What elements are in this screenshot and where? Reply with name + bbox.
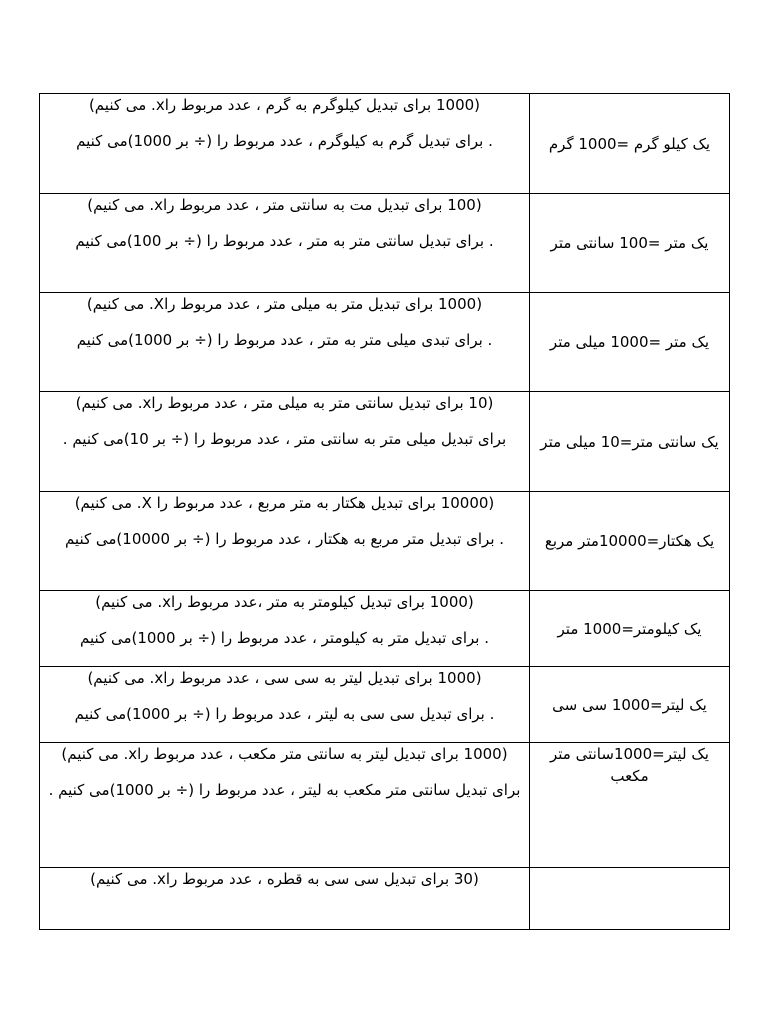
table-row bbox=[40, 868, 730, 930]
multiply-rule: (10000 برای تبدیل هکتار به متر مربع ، عدد مربوط را X. می کنیم) bbox=[74, 494, 495, 512]
table-row bbox=[40, 194, 730, 293]
table-row bbox=[40, 743, 730, 868]
table-row bbox=[40, 591, 730, 667]
unit-cell bbox=[530, 868, 730, 930]
table-row bbox=[40, 492, 730, 591]
multiply-rule: (1000 برای تبدیل کیلومتر به متر ،عدد مربوط راx. می کنیم) bbox=[95, 593, 474, 611]
unit-cell: یک سانتی متر=10 میلی متر bbox=[530, 392, 730, 492]
divide-rule: برای تبدیل میلی متر به سانتی متر ، عدد مربوط را (÷ بر 10)می کنیم . bbox=[62, 430, 507, 448]
rule-cell bbox=[40, 94, 530, 194]
divide-rule: برای تبدیل سانتی متر مکعب به لیتر ، عدد مربوط را (÷ بر 1000)می کنیم . bbox=[48, 781, 521, 799]
divide-rule: . برای تبدیل متر مربع به هکتار ، عدد مربوط را (÷ بر 10000)می کنیم bbox=[64, 530, 505, 548]
unit-cell: یک لیتر=1000 سی سی bbox=[530, 667, 730, 743]
table-row bbox=[40, 667, 730, 743]
table-row bbox=[40, 293, 730, 392]
rule-cell bbox=[40, 667, 530, 743]
rule-cell bbox=[40, 591, 530, 667]
multiply-rule: (1000 برای تبدیل لیتر به سانتی متر مکعب ، عدد مربوط راx. می کنیم) bbox=[61, 745, 508, 763]
rule-cell bbox=[40, 743, 530, 868]
multiply-rule: (30 برای تبدیل سی سی به قطره ، عدد مربوط راx. می کنیم) bbox=[90, 870, 479, 888]
multiply-rule: (100 برای تبدیل مت به سانتی متر ، عدد مربوط راx. می کنیم) bbox=[87, 196, 482, 214]
rule-cell bbox=[40, 194, 530, 293]
table-row bbox=[40, 94, 730, 194]
multiply-rule: (10 برای تبدیل سانتی متر به میلی متر ، عدد مربوط راx. می کنیم) bbox=[75, 394, 494, 412]
unit-cell: یک لیتر=1000سانتی متر مکعب bbox=[530, 743, 730, 868]
table-row bbox=[40, 392, 730, 492]
divide-rule: . برای تبدی میلی متر به متر ، عدد مربوط را (÷ بر 1000)می کنیم bbox=[76, 331, 493, 349]
unit-cell: یک متر =100 سانتی متر bbox=[530, 194, 730, 293]
multiply-rule: (1000 برای تبدیل متر به میلی متر ، عدد مربوط راX. می کنیم) bbox=[86, 295, 483, 313]
unit-conversion-table bbox=[39, 93, 730, 930]
unit-cell: یک کیلو گرم =1000 گرم bbox=[530, 94, 730, 194]
unit-cell: یک هکتار=10000متر مربع bbox=[530, 492, 730, 591]
divide-rule: . برای تبدیل سی سی به لیتر ، عدد مربوط را (÷ بر 1000)می کنیم bbox=[74, 705, 495, 723]
divide-rule: . برای تبدیل سانتی متر به متر ، عدد مربوط را (÷ بر 100)می کنیم bbox=[75, 232, 494, 250]
rule-cell bbox=[40, 492, 530, 591]
divide-rule: . برای تبدیل متر به کیلومتر ، عدد مربوط را (÷ بر 1000)می کنیم bbox=[80, 629, 489, 647]
multiply-rule: (1000 برای تبدیل کیلوگرم به گرم ، عدد مربوط راx. می کنیم) bbox=[88, 96, 481, 114]
rule-cell bbox=[40, 293, 530, 392]
rule-cell bbox=[40, 868, 530, 930]
divide-rule: . برای تبدیل گرم به کیلوگرم ، عدد مربوط را (÷ بر 1000)می کنیم bbox=[76, 132, 493, 150]
rule-cell bbox=[40, 392, 530, 492]
unit-cell: یک متر =1000 میلی متر bbox=[530, 293, 730, 392]
multiply-rule: (1000 برای تبدیل لیتر به سی سی ، عدد مربوط راx. می کنیم) bbox=[87, 669, 482, 687]
unit-cell: یک کیلومتر=1000 متر bbox=[530, 591, 730, 667]
